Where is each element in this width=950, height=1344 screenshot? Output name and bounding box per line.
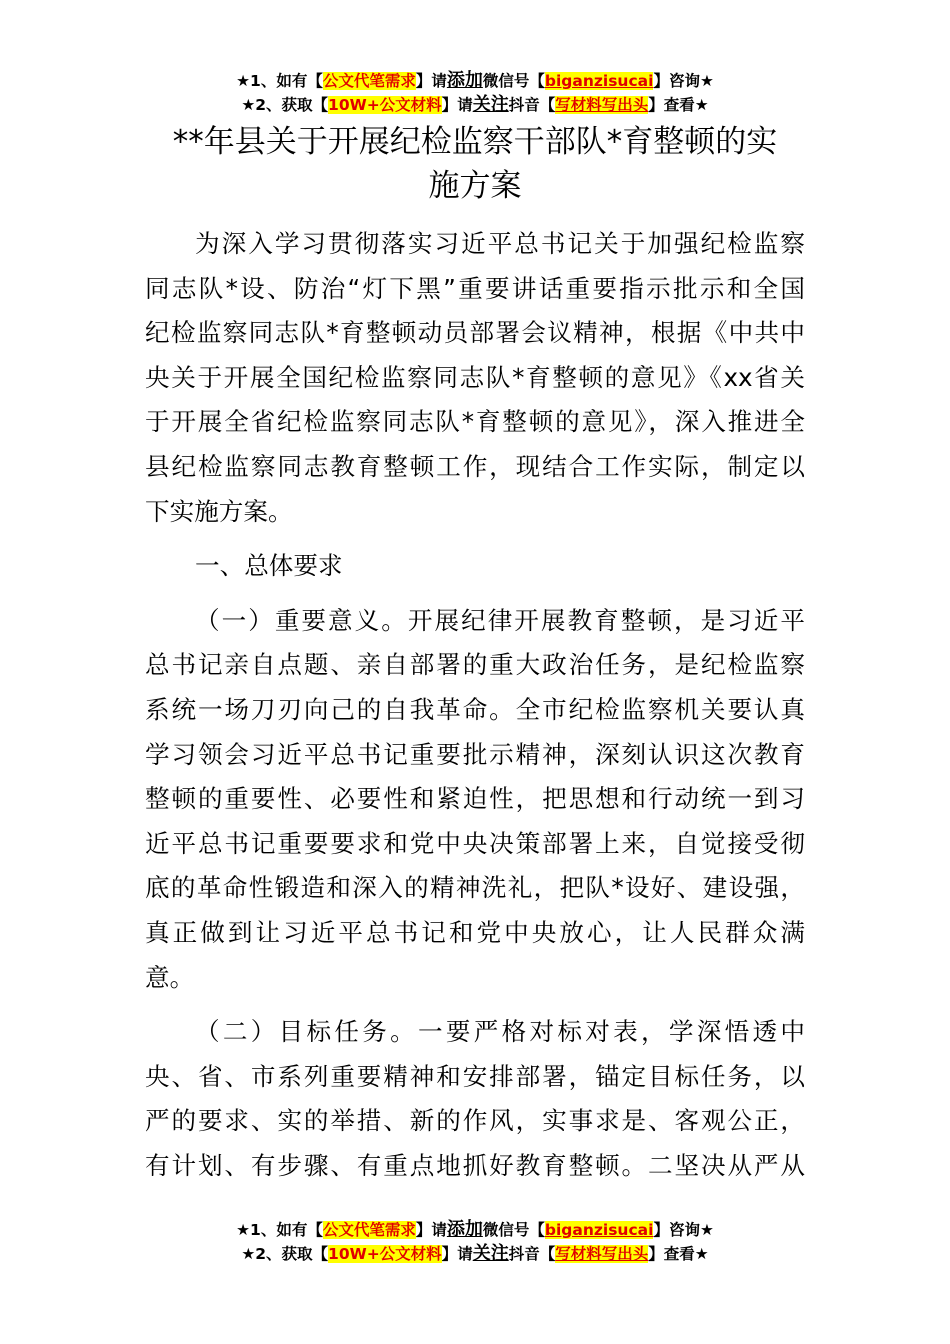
promo-text: 】查看★ xyxy=(648,1245,709,1263)
promo-text: 】咨询★ xyxy=(653,72,714,90)
promo-text: 微信号【 xyxy=(482,1221,545,1239)
text-line: 纪检监察同志队*育整顿动员部署会议精神，根据《中共中 xyxy=(145,318,805,348)
text-line: 系统一场刀刃向己的自我革命。全市纪检监察机关要认真 xyxy=(145,694,805,724)
promo-highlight: 公文代笔需求 xyxy=(322,72,416,90)
document-title xyxy=(140,120,810,208)
promo-banner-bottom xyxy=(0,1218,950,1266)
text-line: 央关于开展全国纪检监察同志队*育整顿的意见》《xx省关 xyxy=(145,362,805,392)
douyin-account-link[interactable]: 写材料写出头 xyxy=(555,96,649,114)
text-line: 于开展全省纪检监察同志队*育整顿的意见》，深入推进全 xyxy=(145,407,805,437)
text-line: 整顿的重要性、必要性和紧迫性，把思想和行动统一到习 xyxy=(145,784,805,814)
promo-highlight: 公文代笔需求 xyxy=(322,1221,416,1239)
text-line: 底的革命性锻造和深入的精神洗礼，把队*设好、建设强， xyxy=(145,873,805,903)
text-line: 严的要求、实的举措、新的作风，实事求是、客观公正， xyxy=(145,1106,805,1136)
promo-banner-top xyxy=(0,69,950,117)
promo-text: 抖音【 xyxy=(508,1245,556,1263)
text-line: （一）重要意义。开展纪律开展教育整顿，是习近平 xyxy=(195,605,805,635)
section-heading xyxy=(145,544,805,589)
promo-text: 抖音【 xyxy=(508,96,556,114)
promo-text: 微信号【 xyxy=(482,72,545,90)
promo-highlight: 10W+公文材料 xyxy=(328,96,442,114)
text-line: 总书记亲自点题、亲自部署的重大政治任务，是纪检监察 xyxy=(145,650,805,680)
promo-text: 】查看★ xyxy=(648,96,709,114)
wechat-id-link[interactable]: biganzisucai xyxy=(544,72,654,90)
text-line: 同志队*设、防治“灯下黑”重要讲话重要指示批示和全国 xyxy=(145,273,805,303)
promo-text: ★1、如有【 xyxy=(236,72,323,90)
promo-text: 】咨询★ xyxy=(653,1221,714,1239)
douyin-account-link[interactable]: 写材料写出头 xyxy=(555,1245,649,1263)
promo-emphasis: 添加 xyxy=(446,1219,483,1240)
title-line: **年县关于开展纪检监察干部队*育整顿的实 xyxy=(172,124,778,160)
text-line: 下实施方案。 xyxy=(145,496,293,526)
promo-text: ★1、如有【 xyxy=(236,1221,323,1239)
promo-text: ★2、获取【 xyxy=(241,1245,329,1263)
promo-line-1 xyxy=(0,69,950,93)
promo-text: 】请 xyxy=(441,96,473,114)
promo-line-1 xyxy=(0,1218,950,1242)
text-line: 有计划、有步骤、有重点地抓好教育整顿。二坚决从严从 xyxy=(145,1150,805,1180)
promo-text: ★2、获取【 xyxy=(241,96,329,114)
promo-highlight: 10W+公文材料 xyxy=(328,1245,442,1263)
text-line: 央、省、市系列重要精神和安排部署，锚定目标任务，以 xyxy=(145,1061,805,1091)
text-line: 一、总体要求 xyxy=(195,551,343,581)
promo-text: 】请 xyxy=(415,1221,447,1239)
promo-line-2 xyxy=(0,1242,950,1266)
paragraph xyxy=(145,222,805,534)
promo-emphasis: 关注 xyxy=(472,94,509,115)
text-line: 县纪检监察同志教育整顿工作，现结合工作实际，制定以 xyxy=(145,451,805,481)
paragraph xyxy=(145,1010,805,1188)
title-line: 施方案 xyxy=(428,168,522,204)
wechat-id-link[interactable]: biganzisucai xyxy=(544,1221,654,1239)
promo-text: 】请 xyxy=(415,72,447,90)
document-body xyxy=(145,222,805,1198)
promo-line-2 xyxy=(0,93,950,117)
promo-emphasis: 关注 xyxy=(472,1243,509,1264)
text-line: 意。 xyxy=(145,962,195,992)
promo-text: 】请 xyxy=(441,1245,473,1263)
paragraph xyxy=(145,599,805,1000)
promo-emphasis: 添加 xyxy=(446,70,483,91)
text-line: 为深入学习贯彻落实习近平总书记关于加强纪检监察 xyxy=(195,229,805,258)
text-line: 近平总书记重要要求和党中央决策部署上来，自觉接受彻 xyxy=(145,828,805,858)
text-line: （二）目标任务。一要严格对标对表，学深悟透中 xyxy=(195,1017,805,1047)
text-line: 学习领会习近平总书记重要批示精神，深刻认识这次教育 xyxy=(145,739,805,769)
text-line: 真正做到让习近平总书记和党中央放心，让人民群众满 xyxy=(145,917,805,947)
